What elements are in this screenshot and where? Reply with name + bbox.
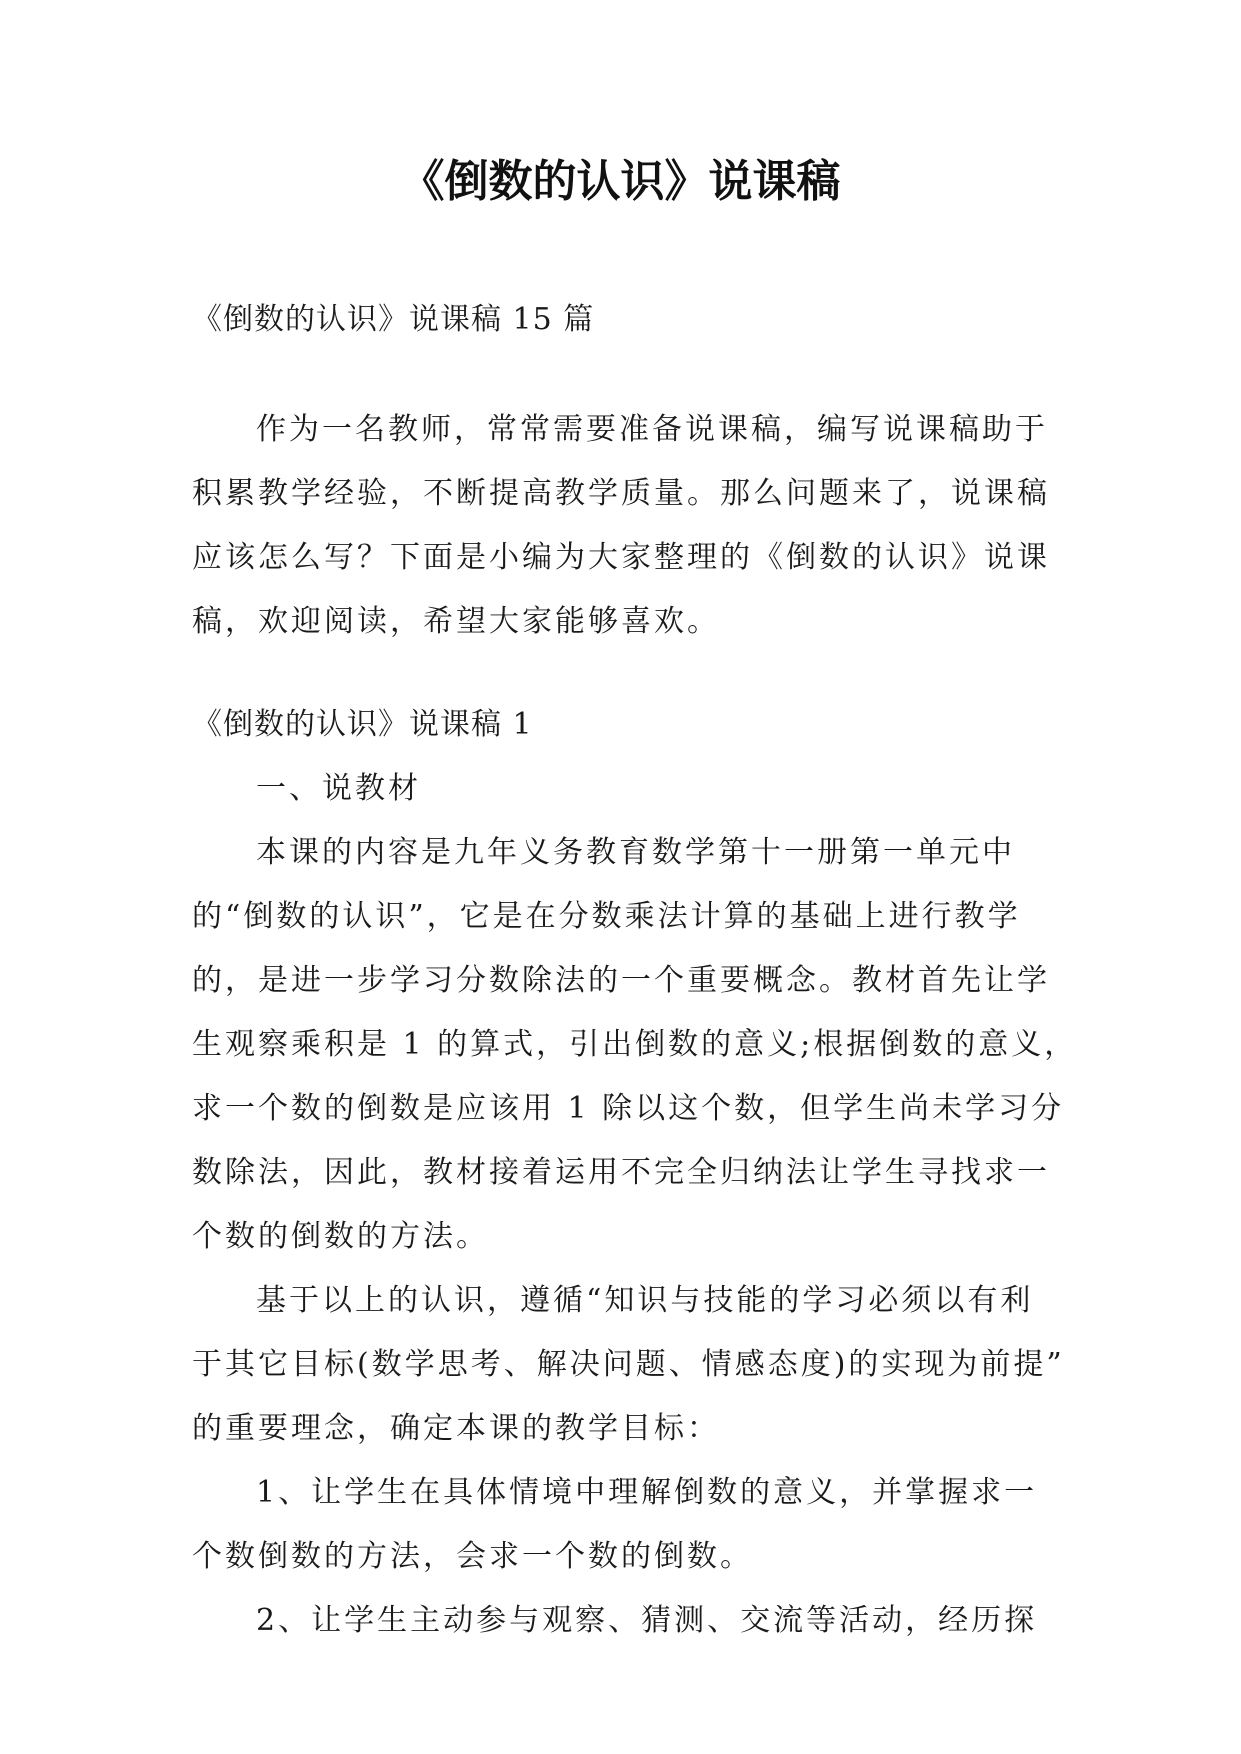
section-1	[192, 693, 1078, 1653]
section-heading: 《倒数的认识》说课稿 1	[192, 707, 533, 742]
paragraph-line: 的“倒数的认识”，它是在分数乘法计算的基础上进行教学	[192, 899, 1021, 934]
goal-line: 1、让学生在具体情境中理解倒数的意义，并掌握求一	[256, 1475, 1038, 1510]
paragraph-line: 的重要理念，确定本课的教学目标：	[192, 1411, 720, 1446]
paragraph-line: 于其它目标(数学思考、解决问题、情感态度)的实现为前提”	[192, 1347, 1065, 1382]
paragraph-line: 个数的倒数的方法。	[192, 1219, 489, 1254]
goal-line: 2、让学生主动参与观察、猜测、交流等活动，经历探	[256, 1603, 1038, 1638]
section-subheading: 一、说教材	[256, 771, 421, 806]
intro-line: 应该怎么写？下面是小编为大家整理的《倒数的认识》说课	[192, 540, 1050, 575]
intro-line: 作为一名教师，常常需要准备说课稿，编写说课稿助于	[256, 412, 1048, 447]
document-title: 《倒数的认识》说课稿	[400, 156, 841, 207]
intro-paragraph	[192, 398, 1052, 654]
paragraph-line: 本课的内容是九年义务教育数学第十一册第一单元中	[256, 835, 1015, 870]
paragraph-line: 基于以上的认识，遵循“知识与技能的学习必须以有利	[256, 1283, 1034, 1318]
subtitle-text: 《倒数的认识》说课稿 15 篇	[192, 302, 595, 337]
document-subtitle	[192, 288, 1052, 352]
intro-line: 稿，欢迎阅读，希望大家能够喜欢。	[192, 604, 720, 639]
goal-line: 个数倒数的方法，会求一个数的倒数。	[192, 1539, 753, 1574]
paragraph-line: 生观察乘积是 1 的算式，引出倒数的意义;根据倒数的意义，	[192, 1027, 1078, 1062]
paragraph-line: 的，是进一步学习分数除法的一个重要概念。教材首先让学	[192, 963, 1050, 998]
paragraph-line: 数除法，因此，教材接着运用不完全归纳法让学生寻找求一	[192, 1155, 1050, 1190]
paragraph-line: 求一个数的倒数是应该用 1 除以这个数，但学生尚未学习分	[192, 1091, 1065, 1126]
intro-line: 积累教学经验，不断提高教学质量。那么问题来了，说课稿	[192, 476, 1050, 511]
